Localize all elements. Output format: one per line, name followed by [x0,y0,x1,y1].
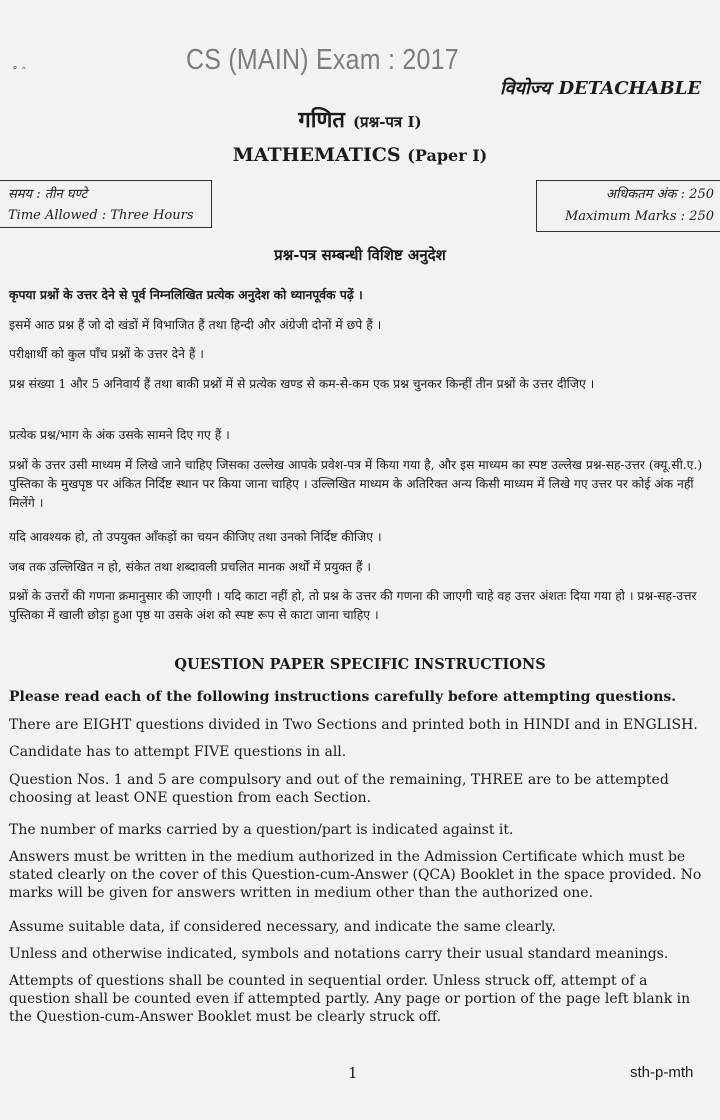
maximum-marks-box [536,180,720,232]
english-instruction: Answers must be written in the medium authorized in the Admission Certificate which must be stated clearly on the cover of this Question-cum-Answer (QCA) Booklet in the space provided. No marks will be given for answers written in medium other than the authorized one. [9,849,702,901]
hindi-instruction: जब तक उल्लिखित न हो, संकेत तथा शब्दावली प्रचलित मानक अर्थों में प्रयुक्त हैं । [9,560,372,574]
english-instruction: Assume suitable data, if considered necessary, and indicate the same clearly. [9,919,556,935]
english-instructions-heading: QUESTION PAPER SPECIFIC INSTRUCTIONS [174,656,546,673]
exam-stamp: CS (MAIN) Exam : 2017 [186,44,459,76]
hindi-instruction: प्रश्नों के उत्तर उसी माध्यम में लिखे जाने चाहिए जिसका उल्लेख आपके प्रवेश-पत्र में किया गया है, और इस माध्यम का स्पष्ट उल्लेख प्रश्न-सह-उत्तर (क्यू.सी.ए.) पुस्तिका के मुखपृष्ठ पर अंकित निर्दिष्ट स्थान पर किया जाना चाहिए । उल्लिखित माध्यम के अतिरिक्त अन्य किसी माध्यम में लिखे गए उत्तर पर कोई अंक नहीं मिलेंगे । [9,458,703,510]
english-instruction: Unless and otherwise indicated, symbols and notations carry their usual standard meanings. [9,946,669,962]
detachable-hindi: वियोज्य [500,78,551,99]
paper-english: (Paper I) [407,146,488,165]
maximum-marks-english: Maximum Marks : 250 [565,209,714,224]
hindi-instruction: प्रत्येक प्रश्न/भाग के अंक उसके सामने दिए गए हैं । [9,428,230,442]
subject-hindi: गणित [298,107,345,133]
subject-english: MATHEMATICS [232,144,401,166]
detachable-english: DETACHABLE [558,78,702,99]
english-intro: Please read each of the following instructions carefully before attempting questions. [9,689,677,705]
hindi-instruction: यदि आवश्यक हो, तो उपयुक्त आँकड़ों का चयन कीजिए तथा उनको निर्दिष्ट कीजिए । [9,530,382,544]
english-instruction: The number of marks carried by a question/part is indicated against it. [9,822,514,838]
time-allowed-hindi: समय : तीन घण्टे [8,187,88,202]
hindi-instruction: प्रश्न संख्या 1 और 5 अनिवार्य हैं तथा बाकी प्रश्नों में से प्रत्येक खण्ड से कम-से-कम एक प्रश्न चुनकर किन्हीं तीन प्रश्नों के उत्तर दीजिए । [9,377,595,391]
hindi-instruction: कृपया प्रश्नों के उत्तर देने से पूर्व निम्नलिखित प्रत्येक अनुदेश को ध्यानपूर्वक पढ़ें । [9,287,363,302]
hindi-instruction: परीक्षार्थी को कुल पाँच प्रश्नों के उत्तर देने हैं । [9,347,204,361]
english-instruction: Attempts of questions shall be counted in sequential order. Unless struck off, attempt of a question shall be counted even if attempted partly. Any page or portion of the page left blank in the Question-cum-Answer Booklet must be clearly struck off. [9,973,691,1025]
english-instruction: Question Nos. 1 and 5 are compulsory and out of the remaining, THREE are to be attempted choosing at least ONE question from each Section. [9,772,669,806]
english-instruction: There are EIGHT questions divided in Two Sections and printed both in HINDI and in ENGLISH. [9,717,698,733]
page-number: 1 [348,1064,358,1082]
title-hindi [0,104,720,134]
paper-code: sth-p-mth [630,1064,694,1081]
maximum-marks-hindi: अधिकतम अंक : 250 [606,187,714,202]
time-allowed-box [0,180,212,228]
english-instruction: Candidate has to attempt FIVE questions in all. [9,744,347,760]
hindi-instructions-heading: प्रश्न-पत्र सम्बन्धी विशिष्ट अनुदेश [274,246,446,264]
hindi-instruction: प्रश्नों के उत्तरों की गणना क्रमानुसार की जाएगी । यदि काटा नहीं हो, तो प्रश्न के उत्तर की गणना की जाएगी चाहे वह उत्तर अंशतः दिया गया हो । प्रश्न-सह-उत्तर पुस्तिका में खाली छोड़ा हुआ पृष्ठ या उसके अंश को स्पष्ट रूप से काटा जाना चाहिए । [9,589,697,622]
time-allowed-english: Time Allowed : Three Hours [8,208,194,223]
scan-mark: ˳ ‸ [12,55,26,69]
hindi-instruction: इसमें आठ प्रश्न हैं जो दो खंडों में विभाजित हैं तथा हिन्दी और अंग्रेजी दोनों में छपे हैं । [9,318,382,332]
paper-hindi: (प्रश्न-पत्र I) [352,113,422,131]
title-english [0,144,720,166]
detachable-label [500,76,701,100]
